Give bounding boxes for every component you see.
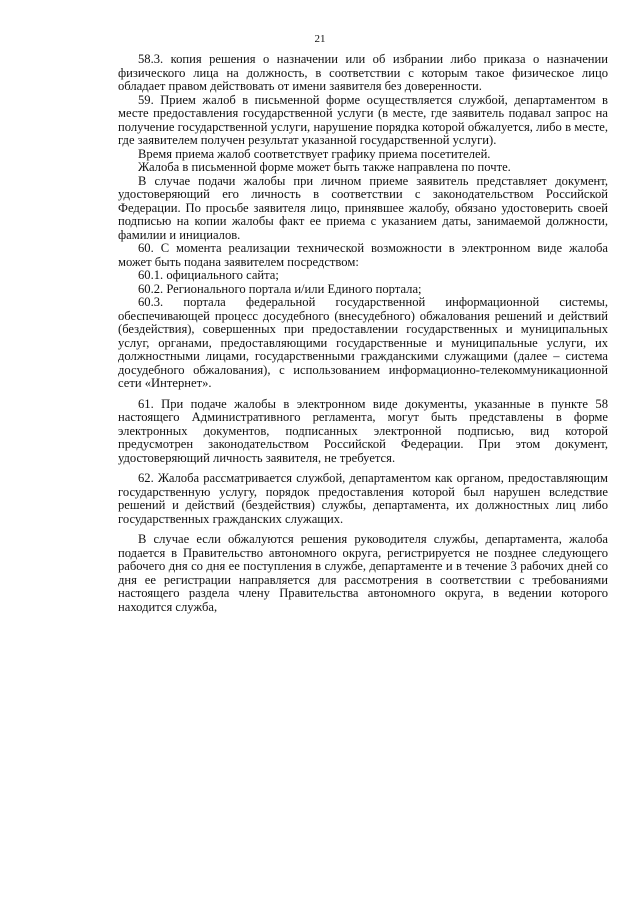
paragraph-60-3: 60.3. портала федеральной государственной информационной системы, обеспечивающей процесс досудебного (внесудебного) обжалования решений и действий (бездействия), совершенных при предоставлении государственных и муниципальных услуг, органами, предоставляющими государственные и муниципальные услуги, их должностными лицами, государственными гражданскими служащими (далее – система досудебного обжалования), с использованием информационно-телекоммуникационной сети «Интернет». xyxy=(118,295,608,390)
paragraph-head-appeal: В случае если обжалуются решения руководителя службы, департамента, жалоба подается в Правительство автономного округа, регистрируется не позднее следующего рабочего дня со дня ее поступления в службе, департаменте и в течение 3 рабочих дней со дня ее регистрации направляется для рассмотрения в соответствии с требованиями настоящего раздела члену Правительства автономного округа, в ведении которого находится служба, xyxy=(118,532,608,614)
paragraph-58-3: 58.3. копия решения о назначении или об избрании либо приказа о назначении физического лица на должность, в соответствии с которым такое физическое лицо обладает правом действовать от имени заявителя без доверенности. xyxy=(118,52,608,93)
paragraph-mail-submission: Жалоба в письменной форме может быть также направлена по почте. xyxy=(138,160,511,174)
paragraph-personal-reception: В случае подачи жалобы при личном приеме заявитель представляет документ, удостоверяющий его личность в соответствии с законодательством Российской Федерации. По просьбе заявителя лицо, принявшее жалобу, обязано удостоверить своей подписью на копии жалобы факт ее приема с указанием даты, занимаемой должности, фамилии и инициалов. xyxy=(118,173,608,242)
paragraph-59: 59. Прием жалоб в письменной форме осуществляется службой, департаментом в месте предоставления государственной услуги (в месте, где заявитель подавал запрос на получение государственной услуги, нарушение порядка которой обжалуется, либо в месте, где заявителем получен результат указанной государственной услуги). xyxy=(118,92,608,147)
page-number: 21 xyxy=(314,33,326,45)
paragraph-61: 61. При подаче жалобы в электронном виде документы, указанные в пункте 58 настоящего Административного регламента, могут быть представлены в форме электронных документов, подписанных электронной подписью, вид которой предусмотрен законодательством Российской Федерации. При этом документ, удостоверяющий личность заявителя, не требуется. xyxy=(118,396,608,465)
paragraph-62: 62. Жалоба рассматривается службой, департаментом как органом, предоставляющим государственную услугу, порядок предоставления которой был нарушен вследствие решений и действий (бездействия) службы, департамента, их должностных лиц либо государственных гражданских служащих. xyxy=(118,471,608,526)
document-body xyxy=(118,53,608,614)
paragraph-60-2: 60.2. Регионального портала и/или Единого портала; xyxy=(138,281,422,296)
paragraph-reception-time: Время приема жалоб соответствует графику приема посетителей. xyxy=(138,146,491,161)
paragraph-60-1: 60.1. официального сайта; xyxy=(138,268,279,282)
paragraph-60: 60. С момента реализации технической возможности в электронном виде жалоба может быть подана заявителем посредством: xyxy=(118,241,608,269)
